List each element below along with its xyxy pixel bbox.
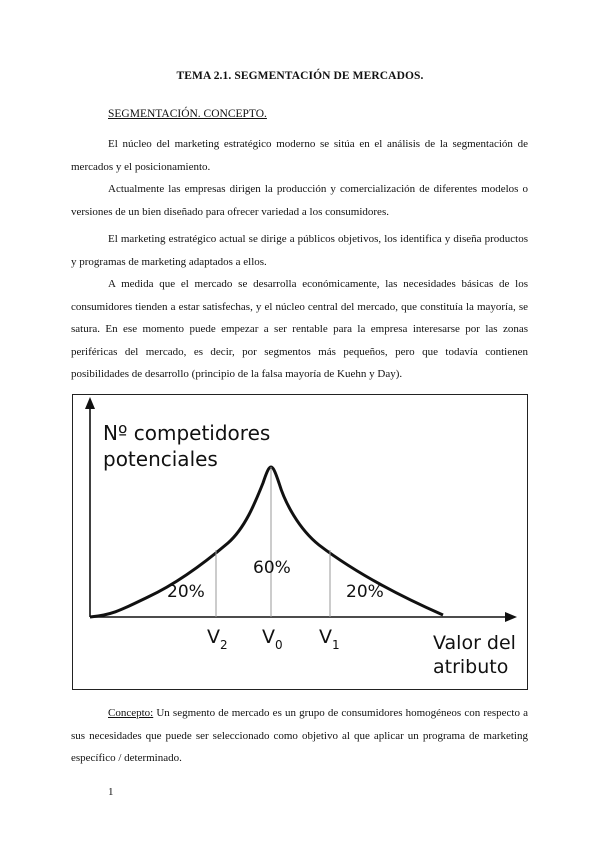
y-axis-label-line1: Nº competidores [103,421,271,445]
marker-v1: $V_1$ [319,626,340,652]
y-axis-arrow [85,397,95,409]
paragraph-2: Actualmente las empresas dirigen la producción y comercialización de diferentes modelos o versiones de un bien diseñado para ofrecer variedad a los consumidores. [71,183,528,218]
paragraph-1: El núcleo del marketing estratégico moderno se sitúa en el análisis de la segmentación de mercados y el posicionamiento. [71,138,528,173]
concept-label: Concepto: [108,707,154,719]
section-heading: SEGMENTACIÓN. CONCEPTO. [108,108,267,120]
x-axis-label-line1: Valor del [433,632,516,654]
marker-v0: $V_0$ [262,626,283,652]
marker-v2: $V_2$ [207,626,228,652]
x-axis-label-line2: atributo [433,656,509,678]
page-number: 1 [108,786,114,798]
y-axis-label-line2: potenciales [103,447,218,471]
segment-left-percent: 20% [167,582,205,602]
segment-center-percent: 60% [253,558,291,578]
x-axis-arrow [505,612,517,622]
segmentation-diagram [73,395,529,691]
document-title: TEMA 2.1. SEGMENTACIÓN DE MERCADOS. [176,70,424,82]
paragraph-3: El marketing estratégico actual se dirige a públicos objetivos, los identifica y diseña productos y programas de marketing adaptados a ellos. [71,233,528,268]
concept-text: Un segmento de mercado es un grupo de consumidores homogéneos con respecto a sus necesidades que puede ser seleccionado como objetivo al que aplicar un programa de marketing específico / determinado. [71,707,528,764]
segment-right-percent: 20% [346,582,384,602]
paragraph-4: A medida que el mercado se desarrolla económicamente, las necesidades básicas de los consumidores tienden a estar satisfechas, y el núcleo central del mercado, que constituía la mayoría, se satura. En ese momento puede empezar a ser rentable para la empresa interesarse por las zonas periféricas del mercado, es decir, por segmentos más pequeños, pero que todavía contienen posibilidades de desarrollo (principio de la falsa mayoría de Kuehn y Day). [71,278,528,380]
distribution-curve [90,467,443,617]
concept-paragraph [71,702,528,770]
segmentation-figure [72,394,528,690]
